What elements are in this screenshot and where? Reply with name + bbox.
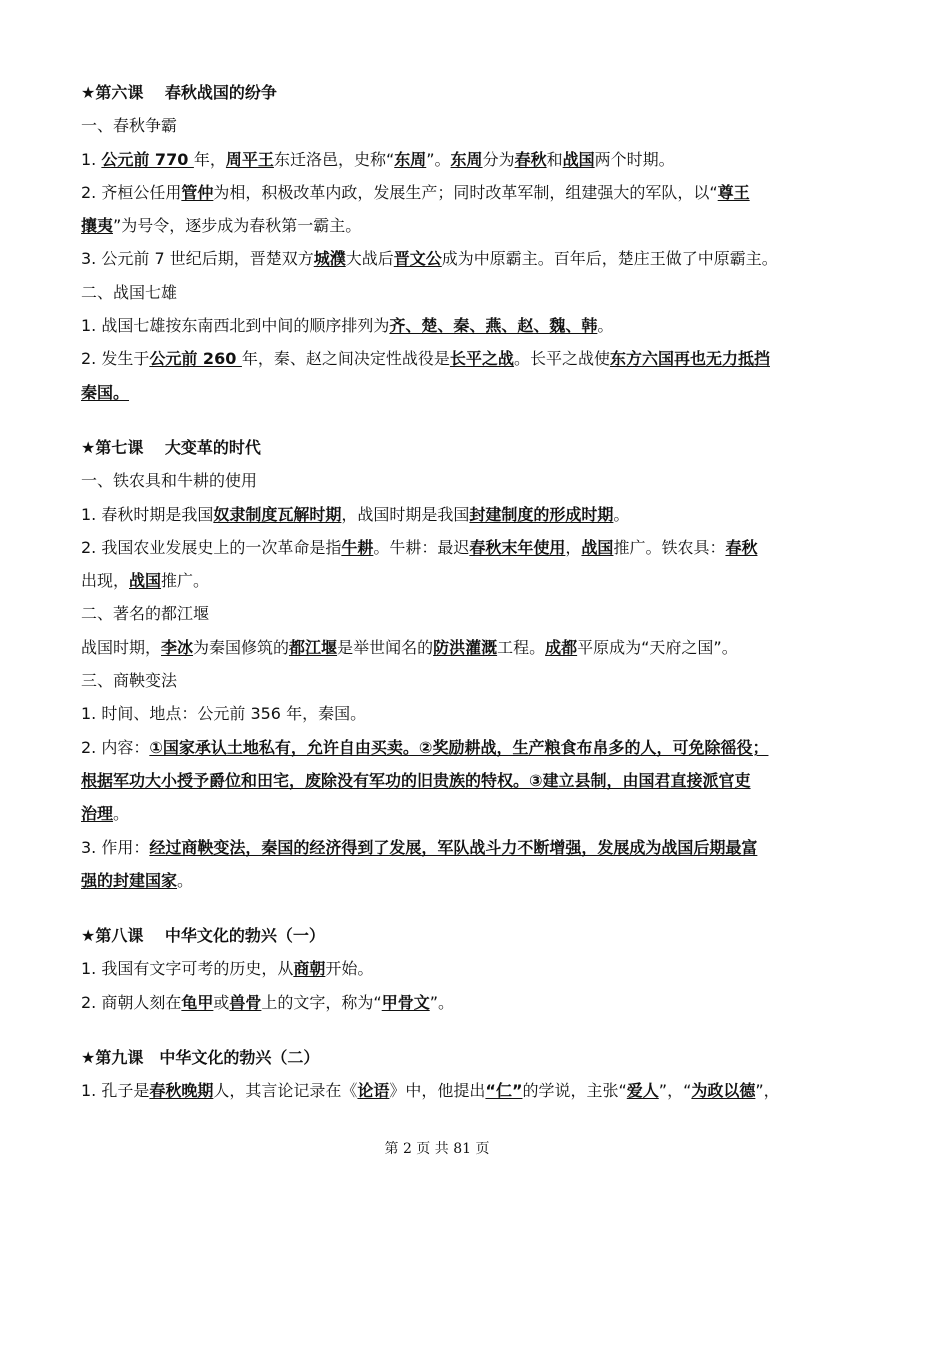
- text-segment: 。: [177, 870, 194, 890]
- text-segment: 1. 战国七雄按东南西北到中间的顺序排列为: [81, 316, 390, 336]
- key-term: 奴隶制度瓦解时期: [213, 504, 342, 524]
- text-line: [81, 952, 811, 985]
- text-segment: 大战后: [345, 249, 394, 269]
- key-term: 都江堰: [289, 637, 338, 657]
- text-line: [81, 242, 811, 275]
- lesson-heading: [81, 1041, 811, 1074]
- text-segment: ★第六课 春秋战国的纷争: [81, 83, 277, 102]
- key-term: 防洪灌溉: [433, 637, 498, 657]
- text-segment: ★第八课 中华文化的勃兴（一）: [81, 926, 325, 946]
- key-term: 战国: [562, 149, 595, 169]
- text-segment: 两个时期。: [594, 149, 675, 169]
- key-term: 甲骨文: [381, 992, 430, 1012]
- text-line: [81, 797, 811, 830]
- text-segment: 1. 孔子是: [81, 1081, 150, 1101]
- key-term: 东周: [450, 149, 483, 169]
- text-segment: 年，: [193, 149, 226, 169]
- key-term: 根据军功大小授予爵位和田宅，废除没有军功的旧贵族的特权。③建立县制，由国君直接派官吏: [81, 770, 751, 790]
- text-line: [81, 276, 811, 309]
- lesson-heading: [81, 431, 811, 464]
- text-segment: ★第九课 中华文化的勃兴（二）: [81, 1048, 320, 1068]
- key-term: 经过商鞅变法，秦国的经济得到了发展，军队战斗力不断增强，发展成为战国后期最富: [149, 837, 758, 857]
- key-term: 封建制度的形成时期: [469, 504, 614, 524]
- text-line: [81, 1074, 811, 1107]
- key-term: 爱人: [626, 1081, 659, 1101]
- text-segment: ★第七课 大变革的时代: [81, 437, 261, 457]
- text-segment: 推广。: [161, 571, 210, 591]
- text-segment: 开始。: [325, 959, 374, 979]
- text-line: [81, 597, 811, 630]
- text-segment: 人，其言论记录在《: [213, 1081, 358, 1101]
- text-line: [81, 631, 811, 664]
- key-term: 东周: [394, 149, 427, 169]
- text-segment: 年，秦、赵之间决定性战役是: [241, 349, 450, 369]
- key-term: 管仲: [181, 182, 214, 202]
- page-footer: 第 2 页 共 81 页: [384, 1141, 490, 1157]
- text-line: [81, 376, 811, 409]
- text-segment: 1. 时间、地点：公元前 356 年，秦国。: [81, 704, 367, 724]
- text-segment: 平原成为“天府之国”。: [577, 637, 738, 657]
- text-segment: 分为: [482, 149, 515, 169]
- key-term: 城濮: [313, 249, 346, 269]
- key-term: 齐、楚、秦、燕、赵、魏、韩: [389, 316, 598, 336]
- text-segment: 东迁洛邑，史称“: [273, 149, 395, 169]
- key-term: 秦国。: [81, 382, 130, 402]
- key-term: 战国: [581, 537, 614, 557]
- key-term: 李冰: [161, 637, 194, 657]
- text-line: [81, 531, 811, 564]
- text-segment: 是举世闻名的: [337, 637, 434, 657]
- text-segment: 3. 公元前 7 世纪后期，晋楚双方: [81, 249, 314, 269]
- key-term: 春秋: [725, 537, 758, 557]
- lesson-heading: [81, 76, 811, 109]
- text-segment: ”为号令，逐步成为春秋第一霸主。: [113, 216, 362, 236]
- key-term: 龟甲: [181, 992, 214, 1012]
- text-segment: 的学说，主张“: [522, 1081, 627, 1101]
- text-line: [81, 697, 811, 730]
- text-segment: ”，“: [658, 1081, 692, 1101]
- key-term: 春秋: [514, 149, 547, 169]
- text-segment: 1. 我国有文字可考的历史，从: [81, 959, 294, 979]
- text-segment: 二、著名的都江堰: [81, 604, 210, 624]
- key-term: 商朝: [293, 959, 326, 979]
- text-line: [81, 309, 811, 342]
- text-segment: 战国时期，: [81, 637, 162, 657]
- text-segment: 。: [113, 804, 130, 824]
- key-term: 为政以德: [691, 1081, 756, 1101]
- text-segment: 。: [597, 316, 614, 336]
- text-segment: 出现，: [81, 571, 130, 591]
- text-line: [81, 464, 811, 497]
- key-term: 公元前 260: [149, 349, 242, 369]
- text-line: [81, 209, 811, 242]
- key-term: 公元前 770: [101, 149, 194, 169]
- text-line: [81, 864, 811, 897]
- key-term: 兽骨: [229, 992, 262, 1012]
- text-segment: 一、铁农具和牛耕的使用: [81, 471, 258, 491]
- text-segment: 和: [546, 149, 563, 169]
- text-segment: 2. 内容：: [81, 737, 150, 757]
- text-segment: 2. 我国农业发展史上的一次革命是指: [81, 537, 342, 557]
- text-segment: 工程。: [497, 637, 546, 657]
- text-segment: ，: [565, 537, 582, 557]
- text-segment: 。长平之战使: [513, 349, 610, 369]
- text-line: [81, 831, 811, 864]
- lesson-heading: [81, 919, 811, 952]
- key-term: 治理: [81, 804, 114, 824]
- text-segment: 。: [613, 504, 630, 524]
- text-segment: 一、春秋争霸: [81, 116, 178, 136]
- key-term: 尊王: [717, 182, 750, 202]
- text-segment: ”，: [755, 1081, 780, 1101]
- key-term: 论语: [357, 1081, 390, 1101]
- key-term: 强的封建国家: [81, 870, 178, 890]
- text-segment: 二、战国七雄: [81, 282, 178, 302]
- key-term: 牛耕: [341, 537, 374, 557]
- text-segment: 1. 春秋时期是我国: [81, 504, 214, 524]
- text-segment: ”。: [426, 149, 451, 169]
- key-term: 长平之战: [449, 349, 514, 369]
- text-line: [81, 342, 811, 375]
- text-line: [81, 176, 811, 209]
- key-term: 春秋晚期: [149, 1081, 214, 1101]
- key-term: 成都: [545, 637, 578, 657]
- text-segment: ”。: [429, 992, 455, 1012]
- text-segment: 2. 齐桓公任用: [81, 182, 182, 202]
- text-segment: 3. 作用：: [81, 837, 150, 857]
- text-line: [81, 498, 811, 531]
- text-segment: 1.: [81, 149, 102, 169]
- text-segment: 。牛耕：最迟: [373, 537, 470, 557]
- text-segment: 》中，他提出: [389, 1081, 486, 1101]
- text-segment: 推广。铁农具：: [613, 537, 726, 557]
- key-term: 周平王: [225, 149, 274, 169]
- text-segment: 或: [213, 992, 230, 1012]
- text-segment: ，战国时期是我国: [341, 504, 470, 524]
- text-segment: 2. 发生于: [81, 349, 150, 369]
- text-segment: 为相，积极改革内政，发展生产；同时改革军制，组建强大的军队，以“: [213, 182, 718, 202]
- text-segment: 为秦国修筑的: [193, 637, 290, 657]
- key-term: 东方六国再也无力抵挡: [609, 349, 770, 369]
- text-segment: 三、商鞅变法: [81, 671, 178, 691]
- key-term: ①国家承认土地私有，允许自由买卖。②奖励耕战，生产粮食布帛多的人，可免除徭役；: [149, 737, 769, 757]
- document-body: [81, 76, 811, 1108]
- text-line: [81, 664, 811, 697]
- text-segment: 上的文字，称为“: [261, 992, 382, 1012]
- key-term: 战国: [129, 571, 162, 591]
- text-segment: 2. 商朝人刻在: [81, 992, 182, 1012]
- text-line: [81, 986, 811, 1019]
- text-line: [81, 109, 811, 142]
- text-line: [81, 764, 811, 797]
- key-term: 春秋末年使用: [469, 537, 566, 557]
- text-line: [81, 143, 811, 176]
- text-line: [81, 564, 811, 597]
- text-line: [81, 731, 811, 764]
- key-term: “仁”: [485, 1081, 523, 1101]
- key-term: 晋文公: [393, 249, 442, 269]
- text-segment: 成为中原霸主。百年后，楚庄王做了中原霸主。: [441, 249, 778, 269]
- key-term: 攘夷: [81, 216, 114, 236]
